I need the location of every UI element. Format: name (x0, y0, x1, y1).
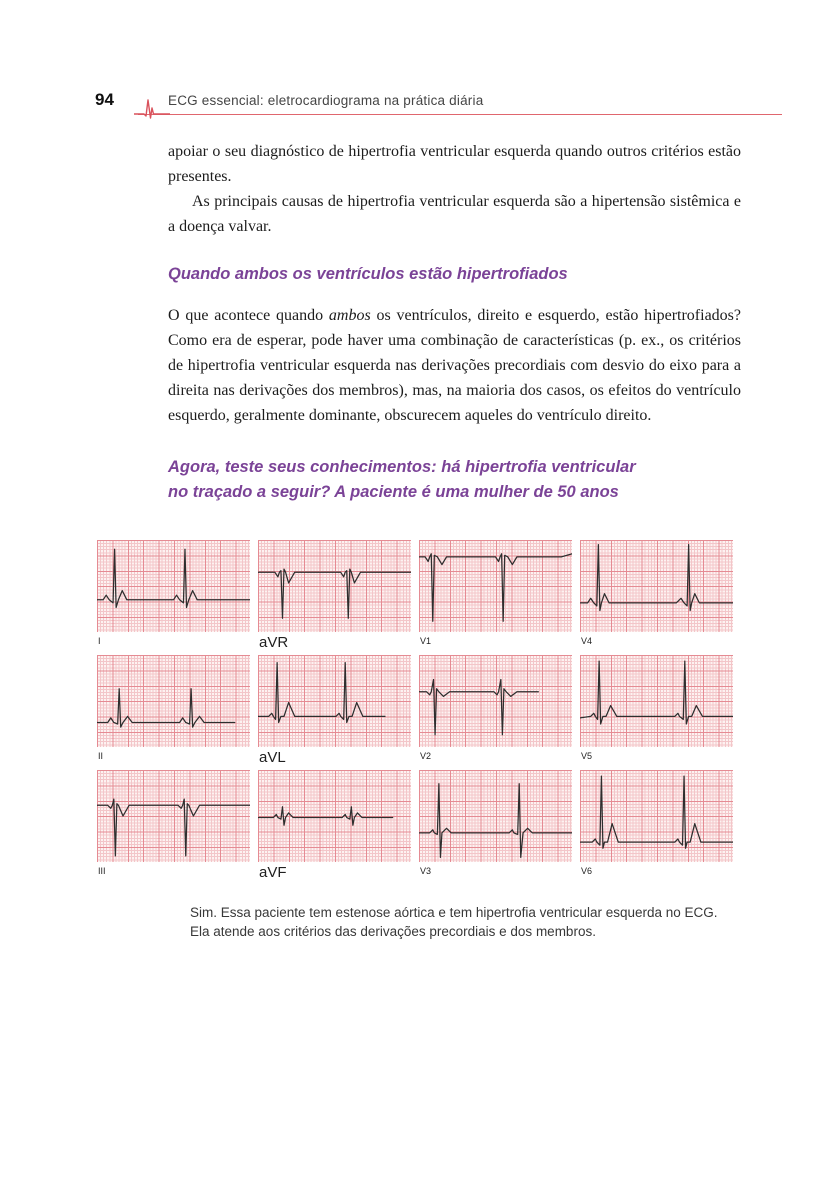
ecg-lead (580, 770, 733, 885)
ecg-strip (419, 770, 572, 862)
quiz-heading-line1: Agora, teste seus conhecimentos: há hipertrofia ventricular (168, 458, 636, 476)
ecg-strip (419, 540, 572, 632)
ecg-lead-label: V1 (420, 636, 432, 646)
ecg-lead (97, 540, 250, 655)
ecg-lead (97, 770, 250, 885)
paragraph-both-post: os ventrículos, direito e esquerdo, estão hipertrofiados? Como era de esperar, pode haver uma combinação de características (p. ex., os critérios de hipertrofia ventricular esquerda nas derivações precordiais com desvio do eixo para a direita nas derivações dos membros), mas, na maioria dos casos, os efeitos do ventrículo esquerdo, geralmente dominante, obscurecem aqueles do ventrículo direito. (168, 307, 741, 424)
running-title: ECG essencial: eletrocardiograma na prática diária (168, 93, 484, 108)
ecg-strip (258, 655, 411, 747)
ecg-strip-grid (97, 540, 737, 885)
paragraph-both-italic-word: ambos (328, 307, 371, 324)
ecg-lead-label: V5 (581, 751, 593, 761)
ecg-trace (580, 770, 733, 862)
ecg-lead (580, 540, 733, 655)
ecg-strip (258, 770, 411, 862)
ecg-lead-label: III (98, 866, 106, 876)
text-column (168, 139, 741, 505)
page-header (0, 90, 826, 120)
ecg-trace (97, 655, 250, 747)
ecg-lead-label: V4 (581, 636, 593, 646)
ecg-figure (97, 540, 737, 885)
ecg-lead-label: V2 (420, 751, 432, 761)
ecg-trace (419, 770, 572, 862)
ecg-lead (419, 540, 572, 655)
figure-caption: Sim. Essa paciente tem estenose aórtica e tem hipertrofia ventricular esquerda no ECG. Ela atende aos critérios das derivações precordiais e dos membros. (190, 905, 718, 939)
ecg-trace (97, 770, 250, 862)
paragraph-both-ventricles (168, 303, 741, 428)
ecg-trace (258, 770, 411, 862)
ecg-lead-label: II (98, 751, 104, 761)
ecg-lead-label: I (98, 636, 101, 646)
ecg-lead (419, 655, 572, 770)
ecg-strip (580, 770, 733, 862)
ecg-lead-label: aVF (259, 864, 287, 881)
ecg-lead (258, 655, 411, 770)
ecg-lead-label: aVL (259, 749, 286, 766)
ecg-strip (97, 540, 250, 632)
ecg-trace (580, 655, 733, 747)
paragraph-both-pre: O que acontece quando (168, 307, 329, 324)
ecg-lead (419, 770, 572, 885)
ecg-lead (97, 655, 250, 770)
ecg-strip (97, 655, 250, 747)
ecg-trace (419, 540, 572, 632)
ecg-trace (580, 540, 733, 632)
ecg-lead-label: V3 (420, 866, 432, 876)
ecg-lead (258, 540, 411, 655)
ecg-strip (580, 540, 733, 632)
ecg-lead-label: aVR (259, 634, 289, 651)
section-heading-quiz (168, 455, 741, 505)
page-number: 94 (95, 90, 114, 109)
ecg-strip (419, 655, 572, 747)
section-heading-both-ventricles: Quando ambos os ventrículos estão hipertrofiados (168, 265, 568, 283)
ecg-trace (97, 540, 250, 632)
ecg-lead (580, 655, 733, 770)
quiz-heading-line2: no traçado a seguir? A paciente é uma mulher de 50 anos (168, 483, 619, 501)
ecg-lead (258, 770, 411, 885)
ecg-trace (419, 655, 572, 747)
heartbeat-icon (134, 93, 170, 119)
paragraph-continuation: apoiar o seu diagnóstico de hipertrofia ventricular esquerda quando outros critérios estão presentes. (168, 143, 741, 185)
ecg-trace (258, 540, 411, 632)
ecg-strip (580, 655, 733, 747)
ecg-strip (97, 770, 250, 862)
header-rule (138, 114, 782, 115)
ecg-trace (258, 655, 411, 747)
ecg-strip (258, 540, 411, 632)
paragraph-causes: As principais causas de hipertrofia ventricular esquerda são a hipertensão sistêmica e a doença valvar. (168, 193, 741, 235)
ecg-lead-label: V6 (581, 866, 593, 876)
